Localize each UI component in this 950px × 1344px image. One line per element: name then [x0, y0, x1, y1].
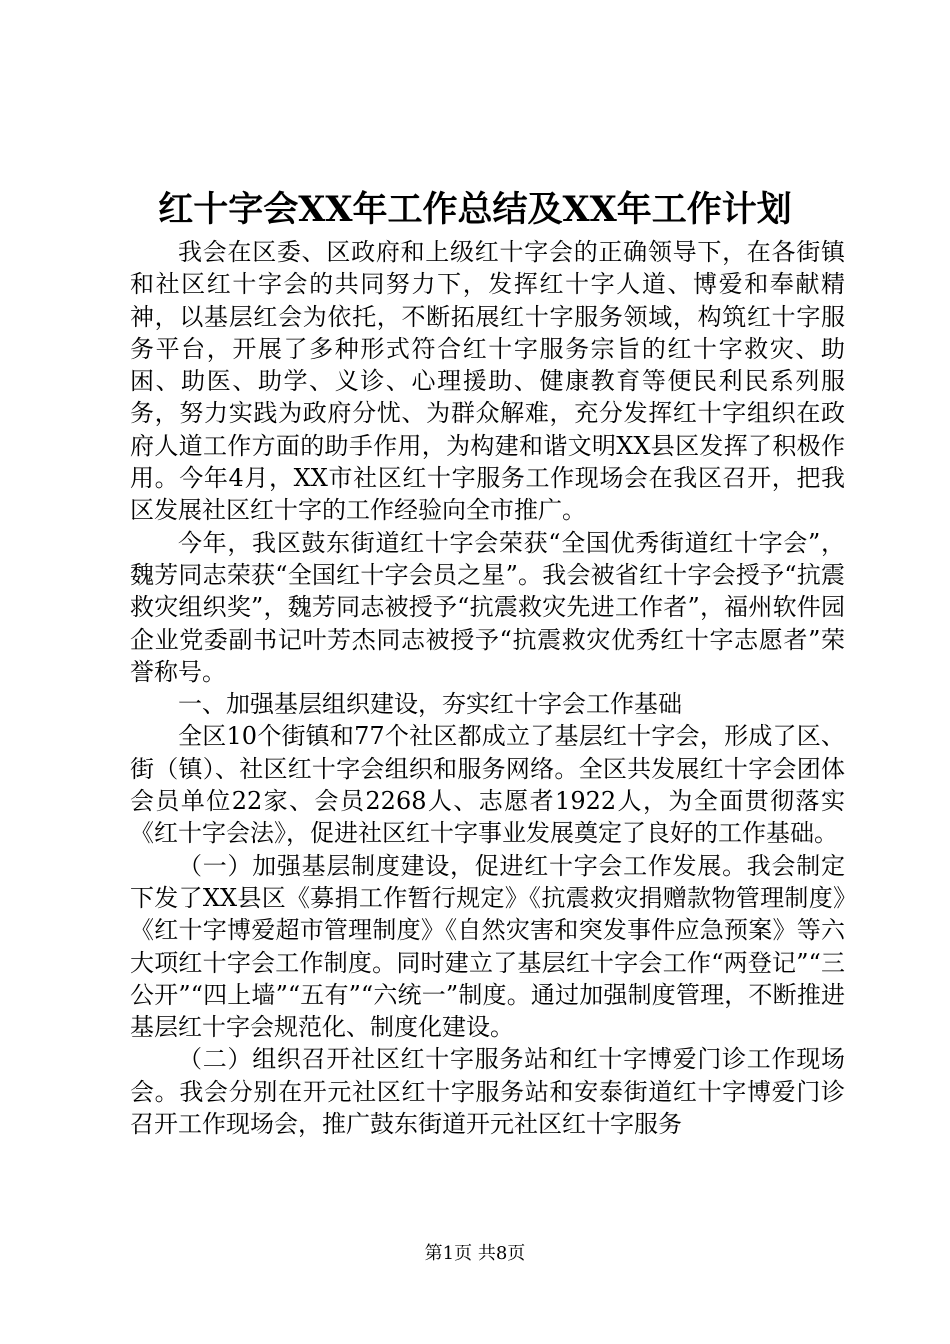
- section-heading-1: 一、加强基层组织建设，夯实红十字会工作基础: [178, 690, 682, 719]
- paragraph-organization: 全区10个街镇和77个社区都成立了基层红十字会，形成了区、街（镇）、社区红十字会组织和服务网络。全区共发展红十字会团体会员单位22家、会员2268人、志愿者1922人，为全面贯彻落实《红十字会法》，促进社区红十字事业发展奠定了良好的工作基础。: [130, 722, 845, 848]
- paragraph-subsection-2: （二）组织召开社区红十字服务站和红十字博爱门诊工作现场会。我会分别在开元社区红十字服务站和安泰街道红十字博爱门诊召开工作现场会，推广鼓东街道开元社区红十字服务: [130, 1045, 845, 1139]
- paragraph-intro: 我会在区委、区政府和上级红十字会的正确领导下，在各街镇和社区红十字会的共同努力下，发挥红十字人道、博爱和奉献精神，以基层红会为依托，不断拓展红十字服务领域，构筑红十字服务平台，开展了多种形式符合红十字服务宗旨的红十字救灾、助困、助医、助学、义诊、心理援助、健康教育等便民利民系列服务，努力实践为政府分忧、为群众解难，充分发挥红十字组织在政府人道工作方面的助手作用，为构建和谐文明XX县区发挥了积极作用。今年4月，XX市社区红十字服务工作现场会在我区召开，把我区发展社区红十字的工作经验向全市推广。: [130, 238, 845, 525]
- document-title: 红十字会XX年工作总结及XX年工作计划: [158, 189, 792, 230]
- page-footer: 第1页 共8页: [424, 1243, 526, 1264]
- paragraph-honors: 今年，我区鼓东街道红十字会荣获“全国优秀街道红十字会”，魏芳同志荣获“全国红十字会员之星”。我会被省红十字会授予“抗震救灾组织奖”，魏芳同志被授予“抗震救灾先进工作者”，福州软件园企业党委副书记叶芳杰同志被授予“抗震救灾优秀红十字志愿者”荣誉称号。: [130, 528, 845, 686]
- document-body: [130, 236, 845, 1140]
- paragraph-subsection-1: （一）加强基层制度建设，促进红十字会工作发展。我会制定下发了XX县区《募捐工作暂行规定》《抗震救灾捐赠款物管理制度》《红十字博爱超市管理制度》《自然灾害和突发事件应急预案》等六大项红十字会工作制度。同时建立了基层红十字会工作“两登记”“三公开”“四上墙”“五有”“六统一”制度。通过加强制度管理，不断推进基层红十字会规范化、制度化建设。: [130, 851, 845, 1042]
